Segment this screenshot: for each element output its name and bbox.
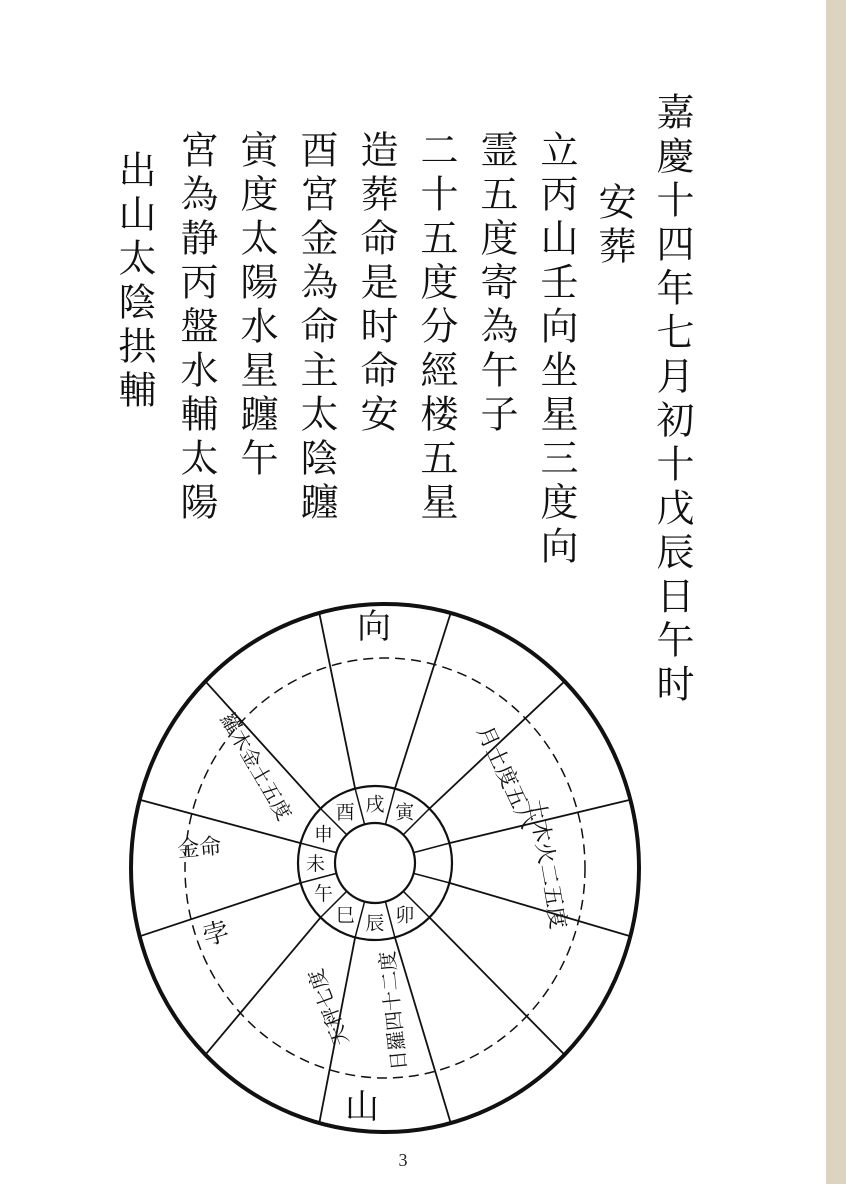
text-column-7: 酉宮金為命主太陰躔 — [294, 130, 338, 526]
wheel-bottom-label: 山 — [345, 1087, 379, 1127]
branch-divider — [414, 843, 450, 853]
wheel-spoke — [395, 613, 451, 789]
text-column-10: 出山太陰拱輔 — [112, 150, 156, 414]
sector-note-1: 月土度五八 — [471, 722, 541, 833]
branch-label: 未 — [305, 853, 326, 875]
branch-label: 酉 — [335, 801, 355, 824]
text-column-4: 霊五度寄為午子 — [474, 130, 518, 438]
branch-divider — [385, 902, 395, 938]
wheel-spoke — [319, 613, 355, 789]
sector-note-7: 羅木金土五度 — [215, 708, 297, 825]
text-column-6: 造葬命是时命安 — [354, 130, 398, 438]
sector-note-2: 土木火二五度 — [522, 796, 571, 932]
branch-divider — [385, 789, 395, 825]
branch-divider — [355, 902, 365, 938]
wheel-branch-ring-inner — [335, 823, 415, 903]
wheel-top-label: 向 — [357, 607, 391, 647]
sector-note-4: 天秤七度 — [303, 965, 354, 1050]
sector-note-3: 日羅四十二度 — [374, 949, 412, 1072]
branch-label: 戌 — [365, 793, 385, 816]
sector-note-6: 金命 — [176, 834, 223, 863]
branch-divider — [355, 789, 365, 825]
text-column-3: 立丙山壬向坐星三度向 — [534, 130, 578, 570]
branch-divider — [414, 873, 450, 883]
text-column-2: 安葬 — [592, 182, 636, 270]
sector-note-5: 孛 — [199, 916, 233, 953]
branch-label: 巳 — [335, 904, 355, 927]
text-column-9: 宮為静丙盤水輔太陽 — [174, 130, 218, 526]
branch-label: 寅 — [395, 801, 415, 824]
branch-label: 卯 — [395, 904, 415, 927]
branch-label: 午 — [313, 882, 334, 905]
branch-label: 辰 — [365, 912, 385, 935]
branch-label: 申 — [313, 823, 334, 846]
page-number: 3 — [398, 1150, 408, 1170]
text-column-1: 嘉慶十四年七月初十戊辰日午时 — [650, 92, 694, 708]
wheel-spoke — [429, 917, 564, 1054]
branch-labels — [306, 794, 415, 935]
text-column-8: 寅度太陽水星躔午 — [234, 130, 278, 482]
text-column-5: 二十五度分經楼五星 — [414, 130, 458, 526]
